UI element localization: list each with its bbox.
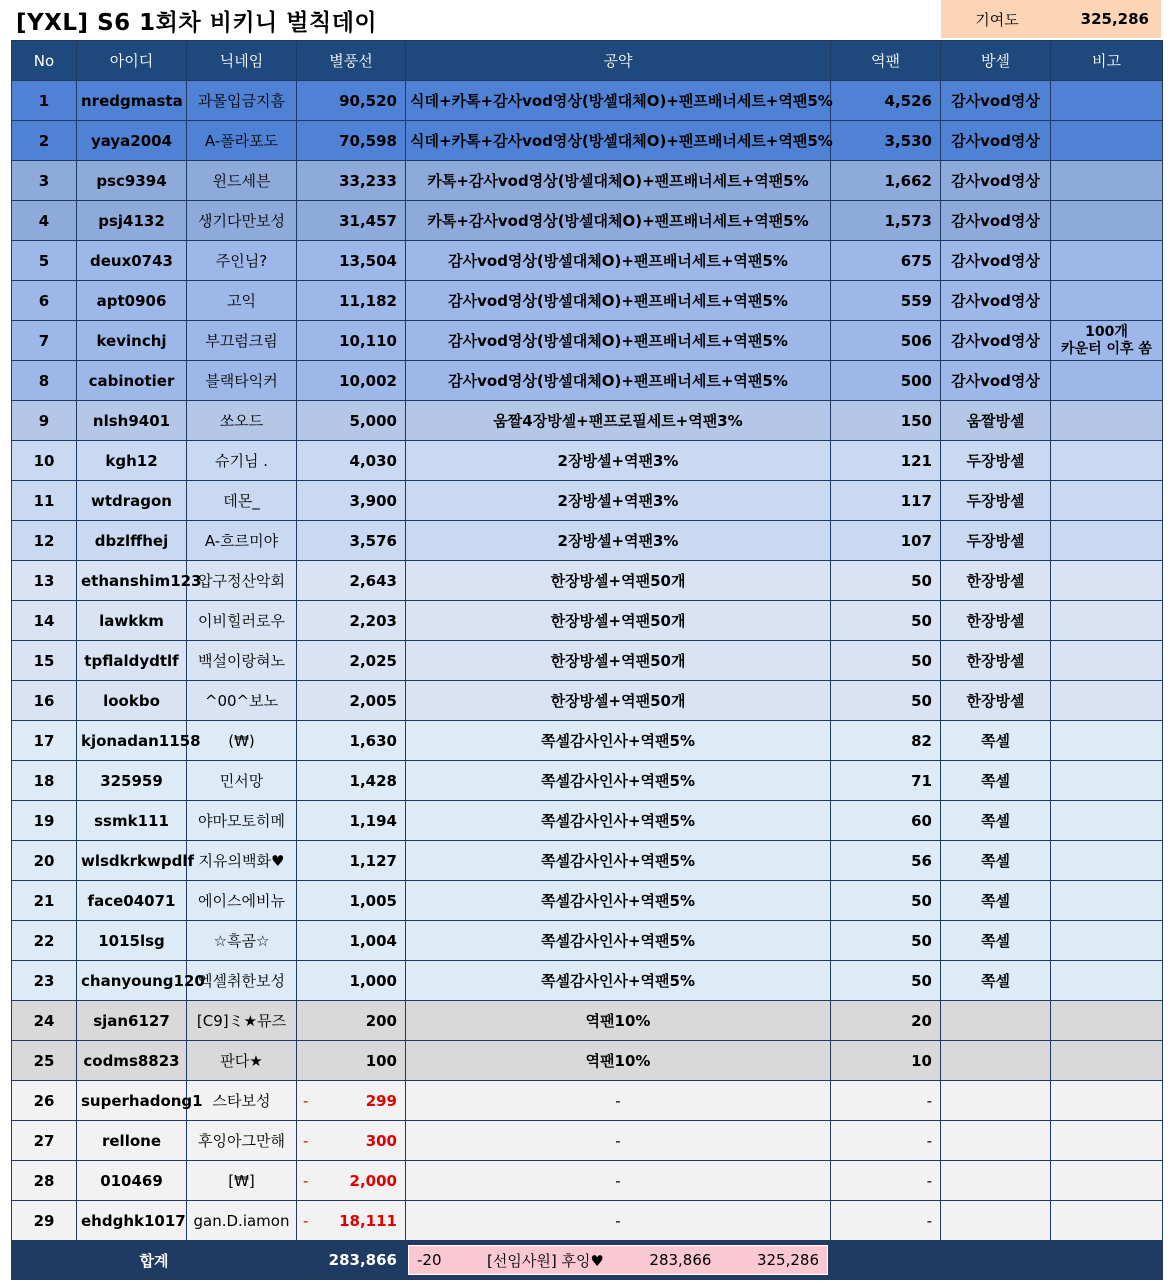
table-row xyxy=(12,121,1163,161)
row-fan: 3,530 xyxy=(831,121,941,161)
row-no: 2 xyxy=(12,121,77,161)
row-bangsel: 감사vod영상 xyxy=(941,161,1051,201)
total-row xyxy=(12,1241,1163,1280)
row-nickname: 생기다만보성 xyxy=(187,201,297,241)
row-stars: 2,643 xyxy=(297,561,406,601)
row-pledge: - xyxy=(406,1161,831,1201)
row-nickname: 엑셀취한보성 xyxy=(187,961,297,1001)
table-row xyxy=(12,1001,1163,1041)
row-stars: 70,598 xyxy=(297,121,406,161)
row-bangsel xyxy=(941,1041,1051,1081)
row-fan: 50 xyxy=(831,681,941,721)
row-note xyxy=(1051,241,1163,281)
row-no: 14 xyxy=(12,601,77,641)
row-pledge: 한장방셀+역팬50개 xyxy=(406,601,831,641)
row-note xyxy=(1051,841,1163,881)
row-pledge: 카톡+감사vod영상(방셀대체O)+팬프배너세트+역팬5% xyxy=(406,201,831,241)
row-stars: 90,520 xyxy=(297,81,406,121)
row-note xyxy=(1051,1081,1163,1121)
row-bangsel: 한장방셀 xyxy=(941,641,1051,681)
row-fan: 50 xyxy=(831,881,941,921)
row-stars: 31,457 xyxy=(297,201,406,241)
row-fan: 20 xyxy=(831,1001,941,1041)
row-id: deux0743 xyxy=(77,241,187,281)
row-stars: 1,000 xyxy=(297,961,406,1001)
table-row xyxy=(12,1201,1163,1241)
table-row xyxy=(12,801,1163,841)
row-nickname: 쏘오드 xyxy=(187,401,297,441)
row-bangsel: 감사vod영상 xyxy=(941,241,1051,281)
row-stars: 1,005 xyxy=(297,881,406,921)
row-stars: 200 xyxy=(297,1001,406,1041)
row-no: 7 xyxy=(12,321,77,361)
row-fan: 500 xyxy=(831,361,941,401)
row-stars xyxy=(297,1161,406,1201)
header-no: No xyxy=(12,41,77,81)
row-fan: 56 xyxy=(831,841,941,881)
row-fan: 82 xyxy=(831,721,941,761)
row-bangsel: 한장방셀 xyxy=(941,561,1051,601)
table-row xyxy=(12,641,1163,681)
row-no: 17 xyxy=(12,721,77,761)
row-fan: 10 xyxy=(831,1041,941,1081)
row-id: rellone xyxy=(77,1121,187,1161)
row-nickname: 지유의백화♥ xyxy=(187,841,297,881)
row-fan: - xyxy=(831,1161,941,1201)
row-stars: 1,004 xyxy=(297,921,406,961)
row-pledge: 움짤4장방셀+팬프로필세트+역팬3% xyxy=(406,401,831,441)
row-no: 5 xyxy=(12,241,77,281)
row-no: 1 xyxy=(12,81,77,121)
table-row xyxy=(12,881,1163,921)
row-fan: 4,526 xyxy=(831,81,941,121)
row-fan: 559 xyxy=(831,281,941,321)
row-bangsel: 움짤방셀 xyxy=(941,401,1051,441)
row-id: nredgmasta xyxy=(77,81,187,121)
row-stars xyxy=(297,1081,406,1121)
row-stars: 5,000 xyxy=(297,401,406,441)
minus-sign: - xyxy=(303,1091,309,1110)
row-pledge: 감사vod영상(방셀대체O)+팬프배너세트+역팬5% xyxy=(406,321,831,361)
row-fan: - xyxy=(831,1081,941,1121)
contribution-value: 325,286 xyxy=(1080,10,1149,28)
row-nickname: 압구정산악회 xyxy=(187,561,297,601)
row-stars: 3,576 xyxy=(297,521,406,561)
row-bangsel: 한장방셀 xyxy=(941,681,1051,721)
row-no: 12 xyxy=(12,521,77,561)
table-row xyxy=(12,401,1163,441)
stars-value: 300 xyxy=(365,1131,397,1150)
row-id: dbzlffhej xyxy=(77,521,187,561)
total-box-offset: -20 xyxy=(417,1251,442,1269)
total-fan xyxy=(831,1241,941,1280)
row-nickname: 야마모토히메 xyxy=(187,801,297,841)
table-row xyxy=(12,241,1163,281)
row-id: codms8823 xyxy=(77,1041,187,1081)
row-no: 10 xyxy=(12,441,77,481)
row-pledge: 역팬10% xyxy=(406,1041,831,1081)
row-nickname: 백설이랑혀노 xyxy=(187,641,297,681)
row-fan: 60 xyxy=(831,801,941,841)
row-note xyxy=(1051,281,1163,321)
table-row xyxy=(12,1161,1163,1201)
row-id: ethanshim123 xyxy=(77,561,187,601)
row-nickname: 슈기님 . xyxy=(187,441,297,481)
row-note xyxy=(1051,1201,1163,1241)
row-pledge: 쪽셀감사인사+역팬5% xyxy=(406,961,831,1001)
penalty-table xyxy=(11,40,1163,1280)
row-stars: 100 xyxy=(297,1041,406,1081)
row-fan: 675 xyxy=(831,241,941,281)
row-pledge: 2장방셀+역팬3% xyxy=(406,521,831,561)
row-fan: 50 xyxy=(831,921,941,961)
row-id: psj4132 xyxy=(77,201,187,241)
row-note: 100개 카운터 이후 쏨 xyxy=(1051,321,1163,361)
row-id: kevinchj xyxy=(77,321,187,361)
row-id: 325959 xyxy=(77,761,187,801)
row-note xyxy=(1051,521,1163,561)
table-row xyxy=(12,81,1163,121)
row-stars: 2,025 xyxy=(297,641,406,681)
row-bangsel: 두장방셀 xyxy=(941,481,1051,521)
stars-value: 2,000 xyxy=(349,1171,397,1190)
row-fan: 50 xyxy=(831,641,941,681)
row-note xyxy=(1051,801,1163,841)
table-row xyxy=(12,1041,1163,1081)
row-no: 9 xyxy=(12,401,77,441)
row-note xyxy=(1051,721,1163,761)
row-fan: 1,573 xyxy=(831,201,941,241)
table-row xyxy=(12,721,1163,761)
row-stars: 3,900 xyxy=(297,481,406,521)
row-bangsel: 쪽셀 xyxy=(941,801,1051,841)
row-bangsel xyxy=(941,1201,1051,1241)
table-row xyxy=(12,761,1163,801)
row-stars: 10,002 xyxy=(297,361,406,401)
row-no: 16 xyxy=(12,681,77,721)
row-nickname: A-흐르미야 xyxy=(187,521,297,561)
minus-sign: - xyxy=(303,1131,309,1150)
row-id: cabinotier xyxy=(77,361,187,401)
row-note xyxy=(1051,121,1163,161)
row-id: yaya2004 xyxy=(77,121,187,161)
table-row xyxy=(12,161,1163,201)
row-pledge: 쪽셀감사인사+역팬5% xyxy=(406,881,831,921)
total-note xyxy=(1051,1241,1163,1280)
row-id: kgh12 xyxy=(77,441,187,481)
row-nickname: [₩] xyxy=(187,1161,297,1201)
row-no: 11 xyxy=(12,481,77,521)
minus-sign: - xyxy=(303,1171,309,1190)
row-stars: 1,194 xyxy=(297,801,406,841)
row-nickname: ☆흑곰☆ xyxy=(187,921,297,961)
row-nickname: 데몬_ xyxy=(187,481,297,521)
row-note xyxy=(1051,601,1163,641)
row-no: 20 xyxy=(12,841,77,881)
row-note xyxy=(1051,881,1163,921)
row-bangsel: 감사vod영상 xyxy=(941,321,1051,361)
row-no: 23 xyxy=(12,961,77,1001)
row-id: tpflaldydtlf xyxy=(77,641,187,681)
row-bangsel: 감사vod영상 xyxy=(941,361,1051,401)
row-note xyxy=(1051,921,1163,961)
row-nickname: 판다★ xyxy=(187,1041,297,1081)
row-nickname: 주인님? xyxy=(187,241,297,281)
row-note xyxy=(1051,681,1163,721)
row-no: 21 xyxy=(12,881,77,921)
row-id: 010469 xyxy=(77,1161,187,1201)
row-bangsel: 쪽셀 xyxy=(941,761,1051,801)
sheet-title: [YXL] S6 1회차 비키니 벌칙데이 xyxy=(16,10,378,36)
row-bangsel: 감사vod영상 xyxy=(941,121,1051,161)
total-summary-cell xyxy=(406,1241,831,1280)
row-stars: 11,182 xyxy=(297,281,406,321)
row-note xyxy=(1051,961,1163,1001)
row-bangsel xyxy=(941,1161,1051,1201)
row-no: 13 xyxy=(12,561,77,601)
row-no: 29 xyxy=(12,1201,77,1241)
total-stars: 283,866 xyxy=(297,1241,406,1280)
row-note xyxy=(1051,641,1163,681)
row-bangsel: 쪽셀 xyxy=(941,881,1051,921)
row-fan: 1,662 xyxy=(831,161,941,201)
row-note xyxy=(1051,1121,1163,1161)
row-note xyxy=(1051,401,1163,441)
row-bangsel: 한장방셀 xyxy=(941,601,1051,641)
row-fan: 150 xyxy=(831,401,941,441)
row-stars: 2,203 xyxy=(297,601,406,641)
header-row xyxy=(12,41,1163,81)
row-bangsel: 감사vod영상 xyxy=(941,81,1051,121)
row-pledge: 쪽셀감사인사+역팬5% xyxy=(406,841,831,881)
row-pledge: 2장방셀+역팬3% xyxy=(406,441,831,481)
table-row xyxy=(12,481,1163,521)
row-stars: 2,005 xyxy=(297,681,406,721)
row-pledge: 쪽셀감사인사+역팬5% xyxy=(406,801,831,841)
row-id: lookbo xyxy=(77,681,187,721)
row-id: ehdghk1017 xyxy=(77,1201,187,1241)
row-no: 8 xyxy=(12,361,77,401)
row-nickname: 고익 xyxy=(187,281,297,321)
row-bangsel xyxy=(941,1001,1051,1041)
row-no: 19 xyxy=(12,801,77,841)
table-row xyxy=(12,601,1163,641)
table-row xyxy=(12,361,1163,401)
minus-sign: - xyxy=(303,1211,309,1230)
header-fan: 역팬 xyxy=(831,41,941,81)
row-no: 28 xyxy=(12,1161,77,1201)
row-no: 24 xyxy=(12,1001,77,1041)
row-stars: 4,030 xyxy=(297,441,406,481)
row-id: chanyoung120 xyxy=(77,961,187,1001)
row-id: sjan6127 xyxy=(77,1001,187,1041)
row-note xyxy=(1051,441,1163,481)
total-box-value2: 325,286 xyxy=(756,1251,819,1269)
contribution-box xyxy=(941,0,1161,38)
row-pledge: 한장방셀+역팬50개 xyxy=(406,641,831,681)
row-bangsel: 쪽셀 xyxy=(941,921,1051,961)
table-row xyxy=(12,201,1163,241)
row-nickname: A-폴라포도 xyxy=(187,121,297,161)
row-id: superhadong1 xyxy=(77,1081,187,1121)
row-stars: 10,110 xyxy=(297,321,406,361)
row-note xyxy=(1051,1161,1163,1201)
row-id: lawkkm xyxy=(77,601,187,641)
row-pledge: 감사vod영상(방셀대체O)+팬프배너세트+역팬5% xyxy=(406,241,831,281)
row-bangsel: 두장방셀 xyxy=(941,521,1051,561)
header-pledge: 공약 xyxy=(406,41,831,81)
row-note xyxy=(1051,161,1163,201)
header-bangsel: 방셀 xyxy=(941,41,1051,81)
row-no: 18 xyxy=(12,761,77,801)
row-stars: 33,233 xyxy=(297,161,406,201)
row-bangsel: 감사vod영상 xyxy=(941,281,1051,321)
row-fan: 117 xyxy=(831,481,941,521)
row-no: 4 xyxy=(12,201,77,241)
stars-value: 299 xyxy=(365,1091,397,1110)
row-nickname: 윈드세븐 xyxy=(187,161,297,201)
total-bangsel xyxy=(941,1241,1051,1280)
table-row xyxy=(12,841,1163,881)
row-pledge: 감사vod영상(방셀대체O)+팬프배너세트+역팬5% xyxy=(406,361,831,401)
total-box-name: [선임사원] 후잉♥ xyxy=(487,1251,604,1270)
row-pledge: 쪽셀감사인사+역팬5% xyxy=(406,761,831,801)
header-id: 아이디 xyxy=(77,41,187,81)
row-nickname: 과몰입금지흠 xyxy=(187,81,297,121)
row-id: kjonadan1158 xyxy=(77,721,187,761)
row-bangsel xyxy=(941,1121,1051,1161)
table-row xyxy=(12,921,1163,961)
row-id: psc9394 xyxy=(77,161,187,201)
table-row xyxy=(12,441,1163,481)
total-summary-box xyxy=(408,1245,828,1275)
row-stars: 13,504 xyxy=(297,241,406,281)
row-pledge: - xyxy=(406,1201,831,1241)
row-fan: 50 xyxy=(831,561,941,601)
row-note xyxy=(1051,761,1163,801)
row-no: 6 xyxy=(12,281,77,321)
row-bangsel xyxy=(941,1081,1051,1121)
row-stars xyxy=(297,1121,406,1161)
table-row xyxy=(12,321,1163,361)
row-stars: 1,630 xyxy=(297,721,406,761)
row-no: 25 xyxy=(12,1041,77,1081)
header-note: 비고 xyxy=(1051,41,1163,81)
row-pledge: 식데+카톡+감사vod영상(방셀대체O)+팬프배너세트+역팬5% xyxy=(406,121,831,161)
table-row xyxy=(12,561,1163,601)
row-note xyxy=(1051,81,1163,121)
row-bangsel: 쪽셀 xyxy=(941,961,1051,1001)
row-note xyxy=(1051,361,1163,401)
row-nickname: (₩) xyxy=(187,721,297,761)
row-id: wtdragon xyxy=(77,481,187,521)
row-id: face04071 xyxy=(77,881,187,921)
header-stars: 별풍선 xyxy=(297,41,406,81)
contribution-label: 기여도 xyxy=(975,10,1019,29)
row-fan: 71 xyxy=(831,761,941,801)
stars-value: 18,111 xyxy=(339,1211,397,1230)
row-stars: 1,127 xyxy=(297,841,406,881)
row-nickname: 후잉아그만해 xyxy=(187,1121,297,1161)
row-id: apt0906 xyxy=(77,281,187,321)
row-bangsel: 쪽셀 xyxy=(941,721,1051,761)
row-bangsel: 두장방셀 xyxy=(941,441,1051,481)
row-nickname: gan.D.iamon xyxy=(187,1201,297,1241)
row-note xyxy=(1051,481,1163,521)
row-pledge: 한장방셀+역팬50개 xyxy=(406,561,831,601)
row-pledge: 감사vod영상(방셀대체O)+팬프배너세트+역팬5% xyxy=(406,281,831,321)
row-pledge: 카톡+감사vod영상(방셀대체O)+팬프배너세트+역팬5% xyxy=(406,161,831,201)
table-row xyxy=(12,521,1163,561)
row-pledge: - xyxy=(406,1121,831,1161)
row-stars: 1,428 xyxy=(297,761,406,801)
table-row xyxy=(12,681,1163,721)
row-note xyxy=(1051,201,1163,241)
row-nickname: 민서망 xyxy=(187,761,297,801)
row-id: nlsh9401 xyxy=(77,401,187,441)
total-label: 합계 xyxy=(12,1241,297,1280)
row-id: 1015lsg xyxy=(77,921,187,961)
row-nickname: 블랙타익커 xyxy=(187,361,297,401)
row-fan: 121 xyxy=(831,441,941,481)
row-pledge: 쪽셀감사인사+역팬5% xyxy=(406,721,831,761)
row-nickname: ^00^보노 xyxy=(187,681,297,721)
row-nickname: 이비힐러로우 xyxy=(187,601,297,641)
row-note xyxy=(1051,1001,1163,1041)
table-row xyxy=(12,281,1163,321)
table-row xyxy=(12,1121,1163,1161)
table-row xyxy=(12,1081,1163,1121)
row-bangsel: 감사vod영상 xyxy=(941,201,1051,241)
row-fan: - xyxy=(831,1201,941,1241)
row-fan: 50 xyxy=(831,961,941,1001)
row-note xyxy=(1051,1041,1163,1081)
row-bangsel: 쪽셀 xyxy=(941,841,1051,881)
row-id: wlsdkrkwpdlf xyxy=(77,841,187,881)
row-pledge: 식데+카톡+감사vod영상(방셀대체O)+팬프배너세트+역팬5% xyxy=(406,81,831,121)
row-pledge: 역팬10% xyxy=(406,1001,831,1041)
row-no: 3 xyxy=(12,161,77,201)
row-id: ssmk111 xyxy=(77,801,187,841)
row-pledge: - xyxy=(406,1081,831,1121)
table-row xyxy=(12,961,1163,1001)
row-fan: 107 xyxy=(831,521,941,561)
row-note xyxy=(1051,561,1163,601)
row-pledge: 2장방셀+역팬3% xyxy=(406,481,831,521)
total-box-value1: 283,866 xyxy=(649,1251,712,1269)
row-no: 26 xyxy=(12,1081,77,1121)
row-pledge: 쪽셀감사인사+역팬5% xyxy=(406,921,831,961)
row-fan: - xyxy=(831,1121,941,1161)
row-stars xyxy=(297,1201,406,1241)
row-no: 22 xyxy=(12,921,77,961)
row-nickname: 부끄럼크림 xyxy=(187,321,297,361)
row-no: 15 xyxy=(12,641,77,681)
row-no: 27 xyxy=(12,1121,77,1161)
row-fan: 50 xyxy=(831,601,941,641)
row-nickname: [C9]ミ★뮤즈 xyxy=(187,1001,297,1041)
row-nickname: 스타보성 xyxy=(187,1081,297,1121)
header-nickname: 닉네임 xyxy=(187,41,297,81)
row-nickname: 에이스에비뉴 xyxy=(187,881,297,921)
row-pledge: 한장방셀+역팬50개 xyxy=(406,681,831,721)
row-fan: 506 xyxy=(831,321,941,361)
